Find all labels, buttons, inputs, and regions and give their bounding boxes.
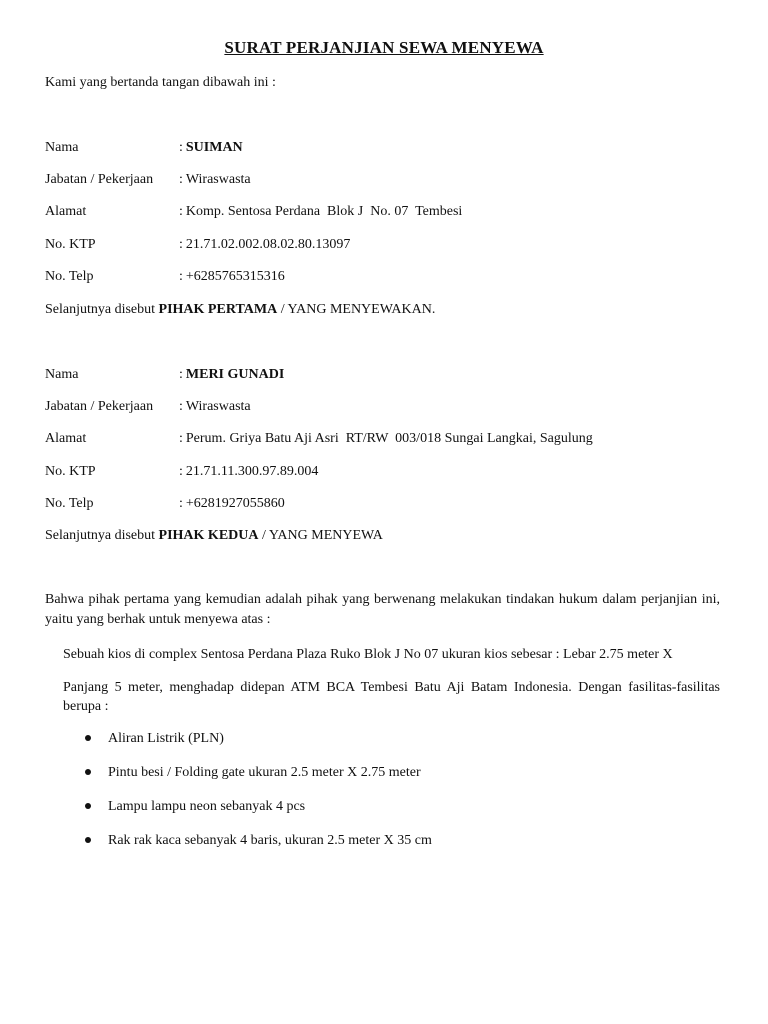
party2-phone-row <box>45 496 735 516</box>
party1-address-label: Alamat <box>45 204 87 219</box>
party1-job-label: Jabatan / Pekerjaan <box>45 172 154 187</box>
party2-name-label: Nama <box>45 367 79 382</box>
party1-designation-bold: PIHAK PERTAMA <box>158 302 278 317</box>
party2-address-row <box>45 431 735 451</box>
party2-designation-suffix: / YANG MENYEWA <box>262 528 383 543</box>
colon: : <box>179 367 183 382</box>
party1-phone-row <box>45 269 735 289</box>
colon: : <box>179 172 183 187</box>
party1-job-value: Wiraswasta <box>185 172 251 187</box>
object-description-line1: Sebuah kios di complex Sentosa Perdana Plaza Ruko Blok J No 07 ukuran kios sebesar : Lebar 2.75 meter X <box>63 647 673 662</box>
party2-designation-prefix: Selanjutnya disebut <box>45 528 156 543</box>
bullet-icon <box>85 769 91 775</box>
bullet-icon <box>85 803 91 809</box>
party2-name-row <box>45 367 735 387</box>
colon: : <box>179 399 183 414</box>
colon: : <box>179 496 183 511</box>
list-item <box>85 729 432 763</box>
party2-job-value: Wiraswasta <box>185 399 251 414</box>
document-title: SURAT PERJANJIAN SEWA MENYEWA <box>224 38 544 57</box>
party1-name-label: Nama <box>45 140 79 155</box>
party2-address-value: Perum. Griya Batu Aji Asri RT/RW 003/018 Sungai Langkai, Sagulung <box>185 431 593 446</box>
facility-text: Pintu besi / Folding gate ukuran 2.5 meter X 2.75 meter <box>108 765 421 780</box>
party1-designation-prefix: Selanjutnya disebut <box>45 302 156 317</box>
facility-text: Aliran Listrik (PLN) <box>108 731 224 746</box>
bullet-icon <box>85 837 91 843</box>
party1-designation <box>45 302 435 318</box>
party2-phone-value: +6281927055860 <box>185 496 285 511</box>
party1-designation-suffix: / YANG MENYEWAKAN. <box>280 302 436 317</box>
party2-ktp-label: No. KTP <box>45 464 96 479</box>
colon: : <box>179 204 183 219</box>
list-item <box>85 797 432 831</box>
party2-designation <box>45 528 383 544</box>
party1-address-value: Komp. Sentosa Perdana Blok J No. 07 Tembesi <box>185 204 463 219</box>
facility-text: Rak rak kaca sebanyak 4 baris, ukuran 2.5 meter X 35 cm <box>108 833 432 848</box>
colon: : <box>179 464 183 479</box>
party1-name-row <box>45 140 735 160</box>
party2-address-label: Alamat <box>45 431 87 446</box>
facility-text: Lampu lampu neon sebanyak 4 pcs <box>108 799 306 814</box>
list-item <box>85 831 432 865</box>
facilities-list <box>85 729 432 865</box>
colon: : <box>179 140 183 155</box>
party1-address-row <box>45 204 735 224</box>
colon: : <box>179 237 183 252</box>
party2-ktp-row <box>45 464 735 484</box>
party1-ktp-row <box>45 237 735 257</box>
party2-designation-bold: PIHAK KEDUA <box>158 528 259 543</box>
party2-phone-label: No. Telp <box>45 496 94 511</box>
party1-phone-value: +6285765315316 <box>185 269 285 284</box>
colon: : <box>179 269 183 284</box>
party2-ktp-value: 21.71.11.300.97.89.004 <box>185 464 319 479</box>
object-description-line2: Panjang 5 meter, menghadap didepan ATM BCA Tembesi Batu Aji Batam Indonesia. Dengan fasilitas-fasilitas berupa : <box>63 680 720 714</box>
party2-job-label: Jabatan / Pekerjaan <box>45 399 154 414</box>
intro-text: Kami yang bertanda tangan dibawah ini : <box>45 75 276 90</box>
party1-name-value: SUIMAN <box>185 140 243 155</box>
party2-name-value: MERI GUNADI <box>185 367 285 382</box>
body-paragraph: Bahwa pihak pertama yang kemudian adalah pihak yang berwenang melakukan tindakan hukum dalam perjanjian ini, yaitu yang berhak untuk menyewa atas : <box>45 592 720 627</box>
bullet-icon <box>85 735 91 741</box>
party1-ktp-label: No. KTP <box>45 237 96 252</box>
party1-job-row <box>45 172 735 192</box>
colon: : <box>179 431 183 446</box>
party1-ktp-value: 21.71.02.002.08.02.80.13097 <box>185 237 351 252</box>
list-item <box>85 763 432 797</box>
party1-phone-label: No. Telp <box>45 269 94 284</box>
party2-job-row <box>45 399 735 419</box>
